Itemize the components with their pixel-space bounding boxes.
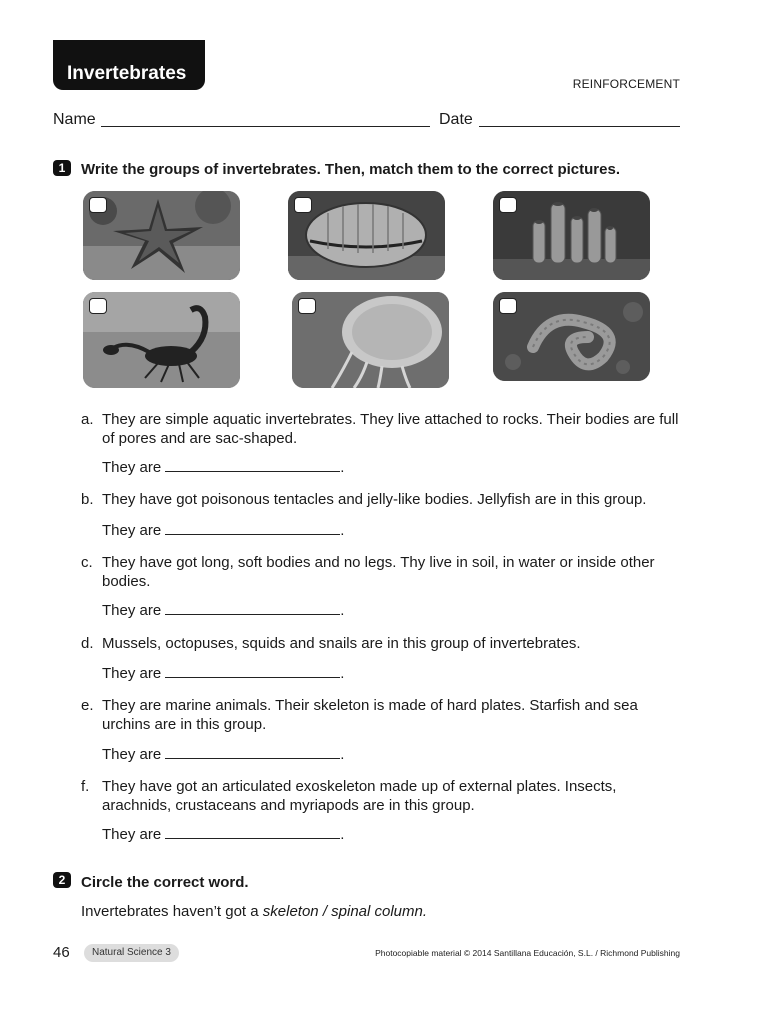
answer-prefix: They are <box>102 459 162 476</box>
question-c <box>81 553 681 591</box>
answer-line[interactable] <box>165 520 340 535</box>
answer-prefix: They are <box>102 826 162 843</box>
question-text: They are simple aquatic invertebrates. They live attached to rocks. Their bodies are full of pores and are sac-shaped. <box>102 411 679 447</box>
scorpion-picture <box>83 292 240 388</box>
page-number: 46 <box>53 944 70 961</box>
worm-picture <box>493 292 650 381</box>
question-b <box>81 490 681 509</box>
answer-line[interactable] <box>165 824 340 839</box>
clam-picture <box>288 191 445 280</box>
jellyfish-picture <box>292 292 449 388</box>
word-options[interactable]: skeleton / spinal column. <box>262 903 428 920</box>
answer-prefix: They are <box>102 746 162 763</box>
answer-a <box>102 457 344 476</box>
question-text: They have got an articulated exoskeleton made up of external plates. Insects, arachnids, crustaceans and myriapods are in this group. <box>102 778 617 814</box>
sentence-start: Invertebrates haven’t got a <box>81 903 263 920</box>
exercise-2-sentence <box>81 903 427 920</box>
name-field[interactable] <box>101 126 430 127</box>
exercise-1-number: 1 <box>53 160 71 176</box>
answer-box-2[interactable] <box>294 197 312 213</box>
question-a <box>81 410 681 448</box>
sponges-picture <box>493 191 650 280</box>
starfish-picture <box>83 191 240 280</box>
question-letter: b. <box>81 491 94 508</box>
answer-prefix: They are <box>102 522 162 539</box>
answer-suffix: . <box>340 826 345 843</box>
page-title: Invertebrates <box>67 63 187 84</box>
question-text: They have got poisonous tentacles and jelly-like bodies. Jellyfish are in this group. <box>102 491 647 508</box>
answer-line[interactable] <box>165 744 340 759</box>
answer-line[interactable] <box>165 663 340 678</box>
answer-prefix: They are <box>102 602 162 619</box>
answer-suffix: . <box>340 602 345 619</box>
answer-box-4[interactable] <box>89 298 107 314</box>
answer-box-1[interactable] <box>89 197 107 213</box>
question-d <box>81 634 681 653</box>
answer-d <box>102 663 344 682</box>
answer-suffix: . <box>340 522 345 539</box>
name-label: Name <box>53 111 96 128</box>
answer-box-6[interactable] <box>499 298 517 314</box>
question-letter: e. <box>81 697 94 714</box>
answer-line[interactable] <box>165 457 340 472</box>
book-title-badge: Natural Science 3 <box>84 944 179 962</box>
answer-c <box>102 600 344 619</box>
copyright-notice: Photocopiable material © 2014 Santillana Educación, S.L. / Richmond Publishing <box>375 948 680 958</box>
question-text: They are marine animals. Their skeleton is made of hard plates. Starfish and sea urchins are in this group. <box>102 697 638 733</box>
answer-suffix: . <box>340 459 345 476</box>
question-f <box>81 777 681 815</box>
answer-box-3[interactable] <box>499 197 517 213</box>
question-letter: a. <box>81 411 94 428</box>
question-text: Mussels, octopuses, squids and snails are in this group of invertebrates. <box>102 635 581 652</box>
answer-f <box>102 824 344 843</box>
answer-line[interactable] <box>165 600 340 615</box>
exercise-2-instruction: Circle the correct word. <box>81 874 249 891</box>
exercise-2-number: 2 <box>53 872 71 888</box>
question-e <box>81 696 681 734</box>
question-text: They have got long, soft bodies and no legs. Thy live in soil, in water or inside other bodies. <box>102 554 655 590</box>
title-tab <box>53 40 205 90</box>
question-letter: f. <box>81 778 90 795</box>
date-field[interactable] <box>479 126 680 127</box>
date-label: Date <box>439 111 473 128</box>
question-letter: c. <box>81 554 93 571</box>
answer-box-5[interactable] <box>298 298 316 314</box>
exercise-1-instruction: Write the groups of invertebrates. Then, match them to the correct pictures. <box>81 161 620 178</box>
answer-prefix: They are <box>102 665 162 682</box>
answer-b <box>102 520 344 539</box>
answer-e <box>102 744 344 763</box>
answer-suffix: . <box>340 746 345 763</box>
question-letter: d. <box>81 635 94 652</box>
answer-suffix: . <box>340 665 345 682</box>
section-label: REINFORCEMENT <box>572 77 680 91</box>
